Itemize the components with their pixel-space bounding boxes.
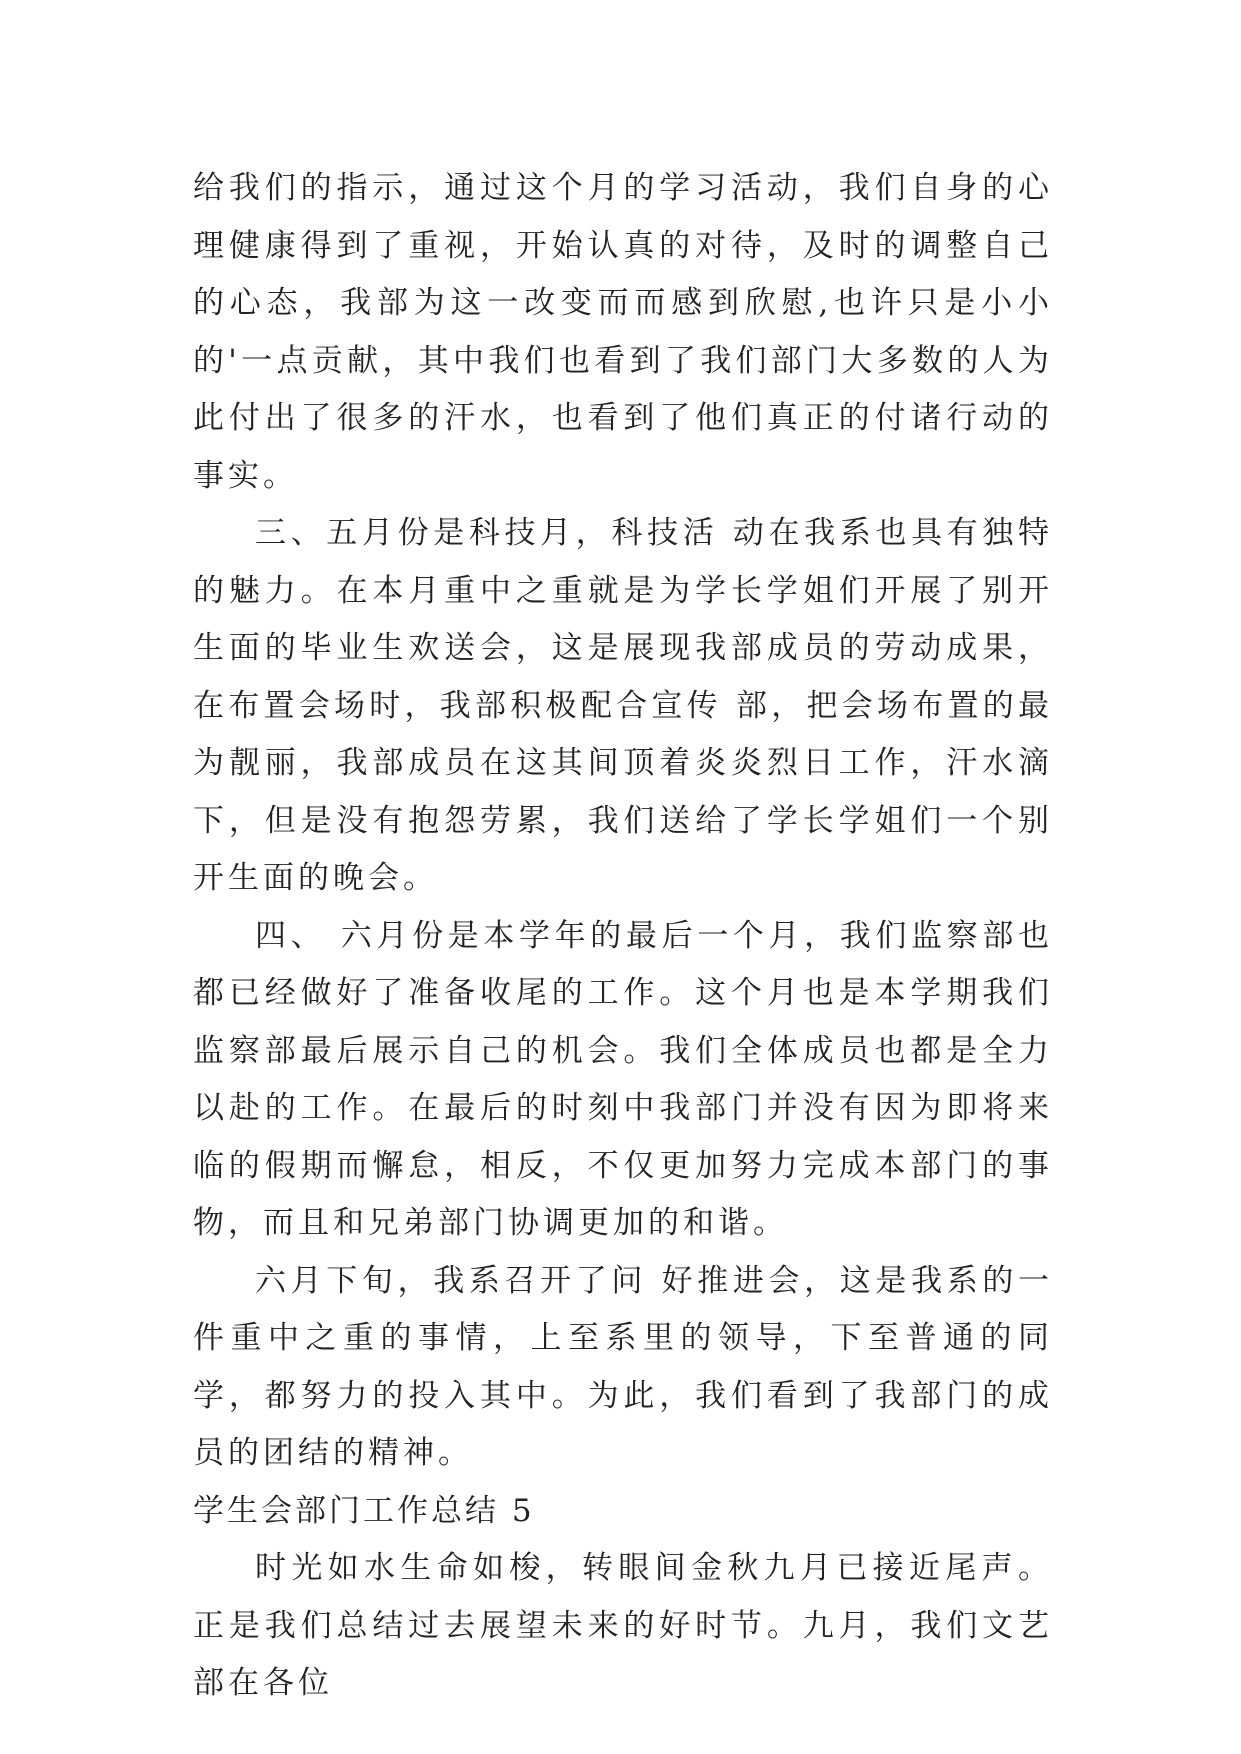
paragraph-3: 四、 六月份是本学年的最后一个月，我们监察部也都已经做好了准备收尾的工作。这个月也是本学期我们监察部最后展示自己的机会。我们全体成员也都是全力以赴的工作。在最后的时刻中我部门并没有因为即将来临的假期而懈怠，相反，不仅更加努力完成本部门的事物，而且和兄弟部门协调更加的和谐。 — [193, 917, 1053, 1241]
paragraph-5: 时光如水生命如梭，转眼间金秋九月已接近尾声。正是我们总结过去展望未来的好时节。九月，我们文艺部在各位 — [193, 1550, 1053, 1701]
paragraph-4: 六月下旬，我系召开了问 好推进会，这是我系的一件重中之重的事情，上至系里的领导，下至普通的同学，都努力的投入其中。为此，我们看到了我部门的成员的团结的精神。 — [193, 1262, 1053, 1471]
paragraph-1: 给我们的指示，通过这个月的学习活动，我们自身的心理健康得到了重视，开始认真的对待，及时的调整自己的心态，我部为这一改变而而感到欣慰,也许只是小小 的'一点贡献，其中我们也看到了我们部门大多数的人为此付出了很多的汗水，也看到了他们真正的付诸行动的事实。 — [193, 170, 1053, 494]
document-body — [193, 160, 1053, 1713]
section-heading: 学生会部门工作总结 5 — [193, 1492, 535, 1529]
paragraph-2: 三、五月份是科技月，科技活 动在我系也具有独特的魅力。在本月重中之重就是为学长学姐们开展了别开生面的毕业生欢送会，这是展现我部成员的劳动成果，在布置会场时，我部积极配合宣传 部，把会场布置的最为靓丽，我部成员在这其间顶着炎炎烈日工作，汗水滴下，但是没有抱怨劳累，我们送给了学长学姐们一个别开生面的晚会。 — [193, 515, 1053, 896]
